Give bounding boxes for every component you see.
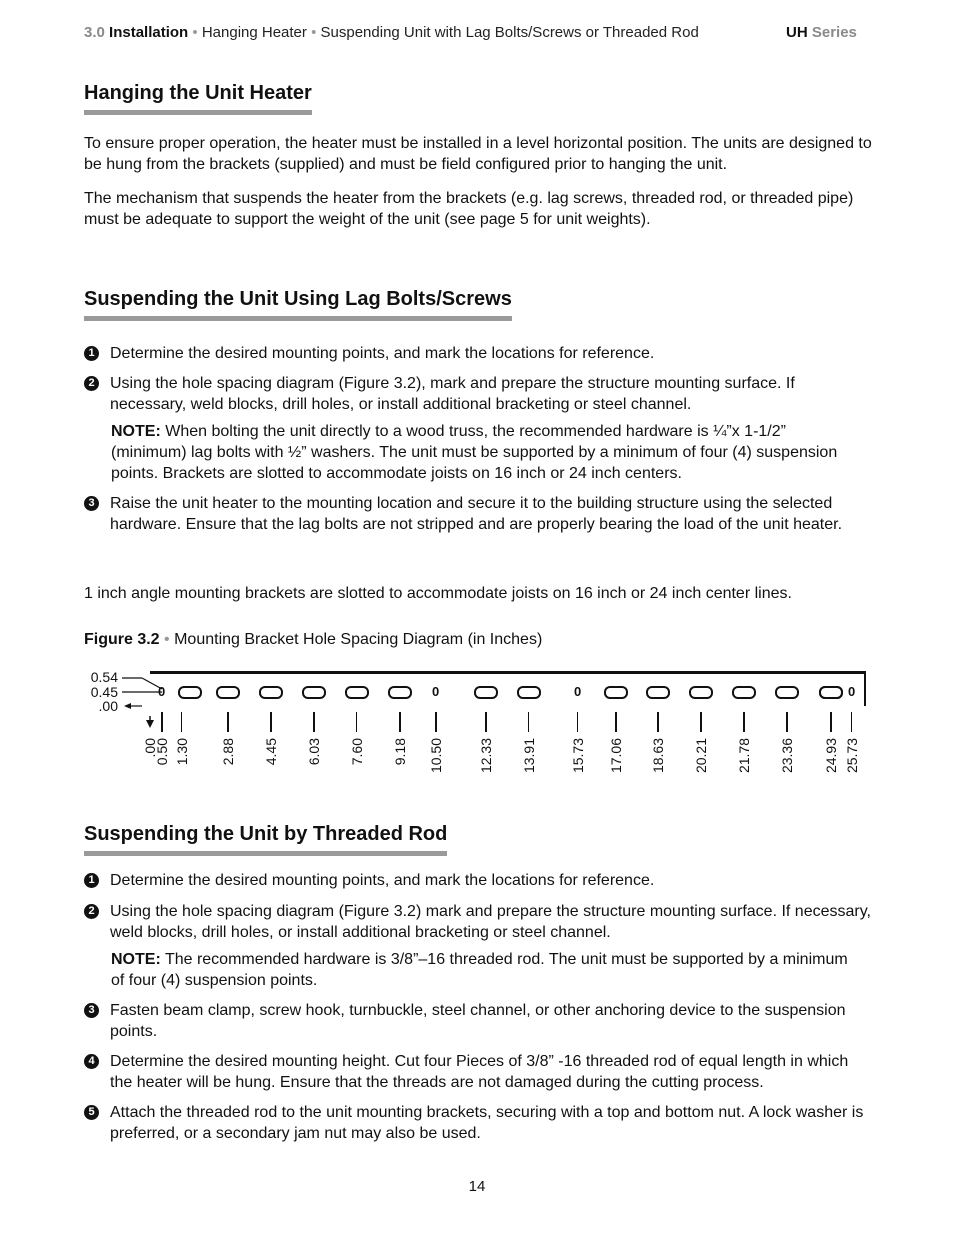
rod-note (111, 949, 851, 991)
lag-step-2 (84, 373, 874, 415)
x-label: 10.50 (428, 738, 444, 774)
mounting-slot (819, 686, 843, 699)
tick-mark (313, 712, 315, 732)
x-label: 21.78 (736, 738, 752, 774)
rod-step-4 (84, 1051, 874, 1093)
heading-lag-bolts: Suspending the Unit Using Lag Bolts/Screws (84, 288, 512, 321)
x-label: 1.30 (174, 738, 190, 766)
tick-mark (700, 712, 702, 732)
step-number-badge: 5 (84, 1105, 99, 1120)
mounting-slot (775, 686, 799, 699)
tick-mark (615, 712, 617, 732)
tick-mark (399, 712, 401, 732)
hole-spacing-diagram (84, 668, 874, 786)
step-text: Raise the unit heater to the mounting location and secure it to the building structure using the selected hardware. Ensure that the lag bolts are not stripped and are properly bearing the load of the unit heater. (110, 495, 843, 533)
step-text: Determine the desired mounting height. Cut four Pieces of 3/8” -16 threaded rod of equal length in which the heater will be hung. Ensure that the threads are not damaged during the cutting process. (110, 1053, 849, 1091)
tick-mark (181, 712, 182, 732)
hole-zero-marker: 0 (432, 684, 440, 699)
heading-hanging-unit-heater: Hanging the Unit Heater (84, 82, 312, 115)
step-text: Determine the desired mounting points, and mark the locations for reference. (110, 345, 655, 362)
tick-mark (851, 712, 852, 732)
step-text: Determine the desired mounting points, and mark the locations for reference. (110, 872, 655, 889)
hole-zero-marker: 0 (848, 684, 856, 699)
rod-step-5 (84, 1102, 874, 1144)
tick-mark (227, 712, 229, 732)
page-number: 14 (468, 1178, 486, 1195)
heading-threaded-rod: Suspending the Unit by Threaded Rod (84, 823, 447, 856)
x-label: 24.93 (823, 738, 839, 774)
step-number-badge: 3 (84, 1003, 99, 1018)
x-label: 15.73 (570, 738, 586, 774)
tick-mark (356, 712, 357, 732)
figure-caption (84, 631, 542, 649)
note-text: The recommended hardware is 3/8”–16 threaded rod. The unit must be supported by a minimum of four (4) suspension points. (111, 951, 848, 989)
x-label: 17.06 (608, 738, 624, 774)
x-label: 7.60 (349, 738, 365, 766)
hole-zero-marker: 0 (574, 684, 582, 699)
x-label: 4.45 (263, 738, 279, 766)
tick-mark (657, 712, 659, 732)
tick-mark (528, 712, 529, 732)
running-header (84, 24, 699, 41)
step-number-badge: 1 (84, 346, 99, 361)
separator-dot: • (192, 24, 198, 41)
x-label: 23.36 (779, 738, 795, 774)
x-label: 6.03 (306, 738, 322, 766)
mounting-slot (216, 686, 240, 699)
separator-dot: • (164, 631, 170, 648)
mounting-slot (689, 686, 713, 699)
step-text: Fasten beam clamp, screw hook, turnbuckle, steel channel, or other anchoring device to the suspension points. (110, 1002, 846, 1040)
step-number-badge: 2 (84, 904, 99, 919)
mounting-slot (474, 686, 498, 699)
mounting-slot (178, 686, 202, 699)
mounting-slot (345, 686, 369, 699)
lag-note (111, 421, 851, 484)
tick-mark (743, 712, 745, 732)
y-label-0-54: 0.54 (90, 669, 118, 685)
hole-zero-marker: 0 (158, 684, 166, 699)
section-title: Installation (109, 24, 189, 41)
figure-label: Figure 3.2 (84, 631, 160, 648)
step-number-badge: 4 (84, 1054, 99, 1069)
mounting-slot (732, 686, 756, 699)
x-label: 12.33 (478, 738, 494, 774)
y-label-0-00: .00 (98, 698, 118, 714)
section-number: 3.0 (84, 24, 105, 41)
series-label (786, 24, 857, 41)
step-number-badge: 2 (84, 376, 99, 391)
y-label-0-45: 0.45 (90, 684, 118, 700)
x-label: 0.50 (154, 738, 170, 766)
x-label: 20.21 (693, 738, 709, 774)
note-label: NOTE: (111, 423, 161, 440)
lag-step-1 (84, 343, 874, 364)
rod-step-1 (84, 870, 874, 891)
step-number-badge: 3 (84, 496, 99, 511)
series-name: UH (786, 24, 808, 41)
x-label: 13.91 (521, 738, 537, 774)
mounting-slot (302, 686, 326, 699)
x-label: 18.63 (650, 738, 666, 774)
mounting-slot (388, 686, 412, 699)
bracket-top-edge (150, 671, 866, 674)
tick-mark (270, 712, 272, 732)
paragraph-suspension-mechanism: The mechanism that suspends the heater from the brackets (e.g. lag screws, threaded rod, or threaded pipe) must be adequate to support the weight of the unit (see page 5 for unit weights). (84, 190, 854, 228)
x-label: .00 (142, 738, 158, 758)
paragraph-angle-brackets: 1 inch angle mounting brackets are slotted to accommodate joists on 16 inch or 24 inch center lines. (84, 585, 792, 602)
breadcrumb-hanging-heater: Hanging Heater (201, 24, 307, 41)
note-label: NOTE: (111, 951, 161, 968)
mounting-slot (517, 686, 541, 699)
note-text: When bolting the unit directly to a wood truss, the recommended hardware is ¼”x 1-1/2” (minimum) lag bolts with ½” washers. The unit must be supported by a minimum of four (4) suspension points. Brackets are slotted to accommodate joists on 16 inch or 24 inch centers. (111, 423, 838, 482)
x-label: 9.18 (392, 738, 408, 766)
tick-mark (830, 712, 832, 732)
tick-mark (485, 712, 487, 732)
mounting-slot (646, 686, 670, 699)
bracket-right-edge (864, 671, 866, 706)
lag-step-3 (84, 493, 874, 535)
tick-mark (435, 712, 437, 732)
x-label: 2.88 (220, 738, 236, 766)
step-text: Using the hole spacing diagram (Figure 3.2), mark and prepare the structure mounting surface. If necessary, weld blocks, drill holes, or install additional bracketing or steel channel. (110, 375, 795, 413)
mounting-slot (604, 686, 628, 699)
mounting-slot (259, 686, 283, 699)
tick-mark (161, 712, 163, 732)
tick-mark (577, 712, 578, 732)
rod-step-3 (84, 1000, 874, 1042)
separator-dot: • (311, 24, 317, 41)
x-label: 25.73 (844, 738, 860, 774)
step-text: Using the hole spacing diagram (Figure 3.2) mark and prepare the structure mounting surface. If necessary, weld blocks, drill holes, or install additional bracketing or steel channel. (110, 903, 871, 941)
rod-step-2 (84, 901, 874, 943)
breadcrumb-suspending-unit: Suspending Unit with Lag Bolts/Screws or Threaded Rod (320, 24, 699, 41)
step-text: Attach the threaded rod to the unit mounting brackets, securing with a top and bottom nut. A lock washer is preferred, or a secondary jam nut may also be used. (110, 1104, 864, 1142)
step-number-badge: 1 (84, 873, 99, 888)
tick-mark (786, 712, 788, 732)
paragraph-proper-operation: To ensure proper operation, the heater must be installed in a level horizontal position. The units are designed to be hung from the brackets (supplied) and must be field configured prior to hanging the unit. (84, 135, 872, 173)
series-word: Series (811, 24, 857, 41)
figure-caption-text: Mounting Bracket Hole Spacing Diagram (in Inches) (174, 631, 543, 648)
